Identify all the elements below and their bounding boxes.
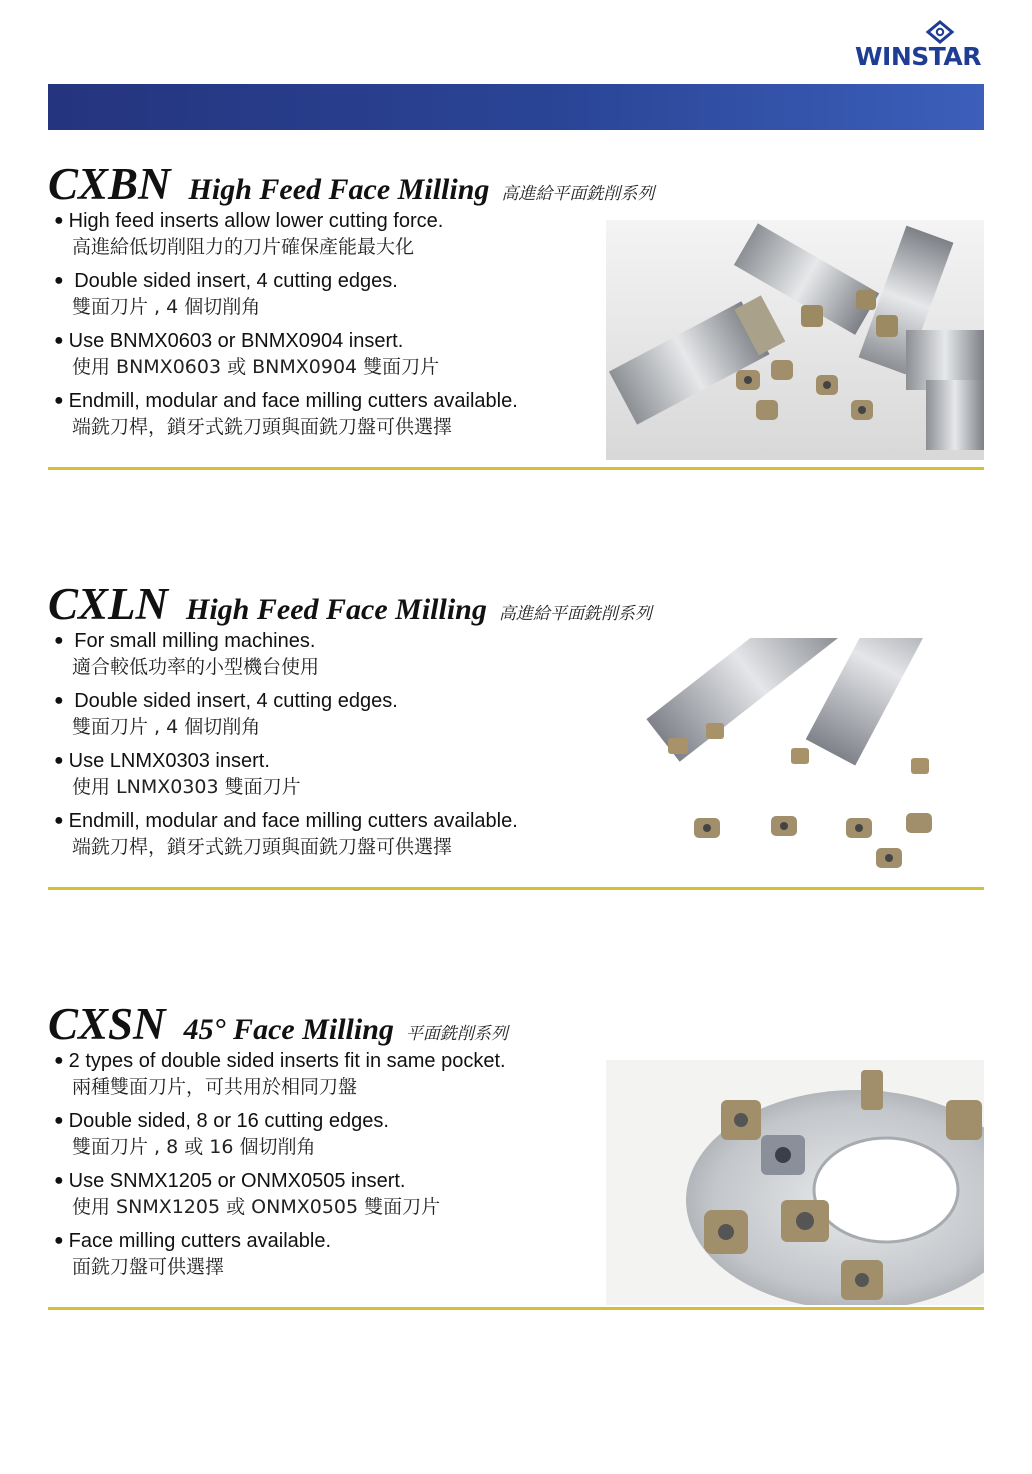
feature-list <box>54 208 518 448</box>
bullet-icon: ● <box>54 1232 64 1249</box>
product-photo-cxbn <box>606 220 984 460</box>
feature-text-en: High feed inserts allow lower cutting force. <box>68 210 444 232</box>
feature-text-cn: 使用 SNMX1205 或 ONMX0505 雙面刀片 <box>72 1196 441 1218</box>
bullet-icon: ● <box>54 1052 64 1069</box>
feature-item <box>54 208 518 268</box>
feature-text-cn: 雙面刀片 , 4 個切削角 <box>72 296 261 318</box>
section-cxln <box>48 578 984 878</box>
product-photo-cxsn <box>606 1060 984 1305</box>
bullet-icon: ● <box>54 272 64 289</box>
feature-text-cn: 端銑刀桿，鎖牙式銑刀頭與面銑刀盤可供選擇 <box>72 836 453 858</box>
bullet-icon: ● <box>54 812 64 829</box>
feature-item <box>54 268 518 328</box>
bullet-icon: ● <box>54 1112 64 1129</box>
brand-name: WINSTAR <box>854 42 982 71</box>
feature-text-en: For small milling machines. <box>68 630 316 652</box>
bullet-icon: ● <box>54 752 64 769</box>
section-cxsn <box>48 998 984 1298</box>
product-subtitle-cn: 平面銑削系列 <box>405 1024 508 1044</box>
section-title <box>48 578 652 628</box>
product-subtitle-cn: 高進給平面銑削系列 <box>501 184 655 204</box>
bullet-icon: ● <box>54 1172 64 1189</box>
bullet-icon: ● <box>54 692 64 709</box>
feature-item <box>54 808 518 868</box>
section-divider <box>48 467 984 470</box>
feature-item <box>54 1168 506 1228</box>
feature-text-en: Endmill, modular and face milling cutters available. <box>68 390 518 412</box>
feature-text-cn: 端銑刀桿，鎖牙式銑刀頭與面銑刀盤可供選擇 <box>72 416 453 438</box>
feature-text-en: 2 types of double sided inserts fit in same pocket. <box>68 1050 506 1072</box>
feature-text-cn: 雙面刀片 , 4 個切削角 <box>72 716 261 738</box>
product-photo-cxln <box>606 638 984 883</box>
feature-item <box>54 1228 506 1288</box>
product-subtitle: High Feed Face Milling <box>188 173 490 206</box>
header-banner <box>48 84 984 130</box>
bullet-icon: ● <box>54 212 64 229</box>
feature-item <box>54 388 518 448</box>
feature-text-en: Use BNMX0603 or BNMX0904 insert. <box>68 330 404 352</box>
product-code: CXBN <box>48 159 171 209</box>
feature-item <box>54 1048 506 1108</box>
feature-text-en: Face milling cutters available. <box>68 1230 332 1252</box>
section-cxbn <box>48 158 984 458</box>
feature-text-cn: 適合較低功率的小型機台使用 <box>72 656 320 678</box>
product-subtitle-cn: 高進給平面銑削系列 <box>498 604 652 624</box>
feature-text-cn: 面銑刀盤可供選擇 <box>72 1256 225 1278</box>
section-divider <box>48 887 984 890</box>
feature-item <box>54 628 518 688</box>
feature-item <box>54 688 518 748</box>
feature-text-en: Endmill, modular and face milling cutters available. <box>68 810 518 832</box>
feature-text-cn: 高進給低切削阻力的刀片確保產能最大化 <box>72 236 415 258</box>
section-divider <box>48 1307 984 1310</box>
feature-list <box>54 628 518 868</box>
feature-text-cn: 雙面刀片 , 8 或 16 個切削角 <box>72 1136 316 1158</box>
product-code: CXSN <box>48 999 166 1049</box>
feature-text-en: Use SNMX1205 or ONMX0505 insert. <box>68 1170 406 1192</box>
bullet-icon: ● <box>54 392 64 409</box>
product-subtitle: 45° Face Milling <box>183 1013 394 1046</box>
feature-text-en: Double sided, 8 or 16 cutting edges. <box>68 1110 389 1132</box>
feature-text-en: Double sided insert, 4 cutting edges. <box>68 270 398 292</box>
feature-item <box>54 748 518 808</box>
feature-text-cn: 使用 LNMX0303 雙面刀片 <box>72 776 301 798</box>
feature-text-cn: 兩種雙面刀片，可共用於相同刀盤 <box>72 1076 358 1098</box>
product-subtitle: High Feed Face Milling <box>186 593 487 626</box>
feature-item <box>54 328 518 388</box>
section-title <box>48 998 508 1048</box>
section-title <box>48 158 654 208</box>
feature-list <box>54 1048 506 1288</box>
feature-item <box>54 1108 506 1168</box>
product-code: CXLN <box>48 579 169 629</box>
feature-text-en: Use LNMX0303 insert. <box>68 750 270 772</box>
feature-text-en: Double sided insert, 4 cutting edges. <box>68 690 398 712</box>
bullet-icon: ● <box>54 332 64 349</box>
brand-logo <box>848 20 988 72</box>
bullet-icon: ● <box>54 632 64 649</box>
feature-text-cn: 使用 BNMX0603 或 BNMX0904 雙面刀片 <box>72 356 440 378</box>
